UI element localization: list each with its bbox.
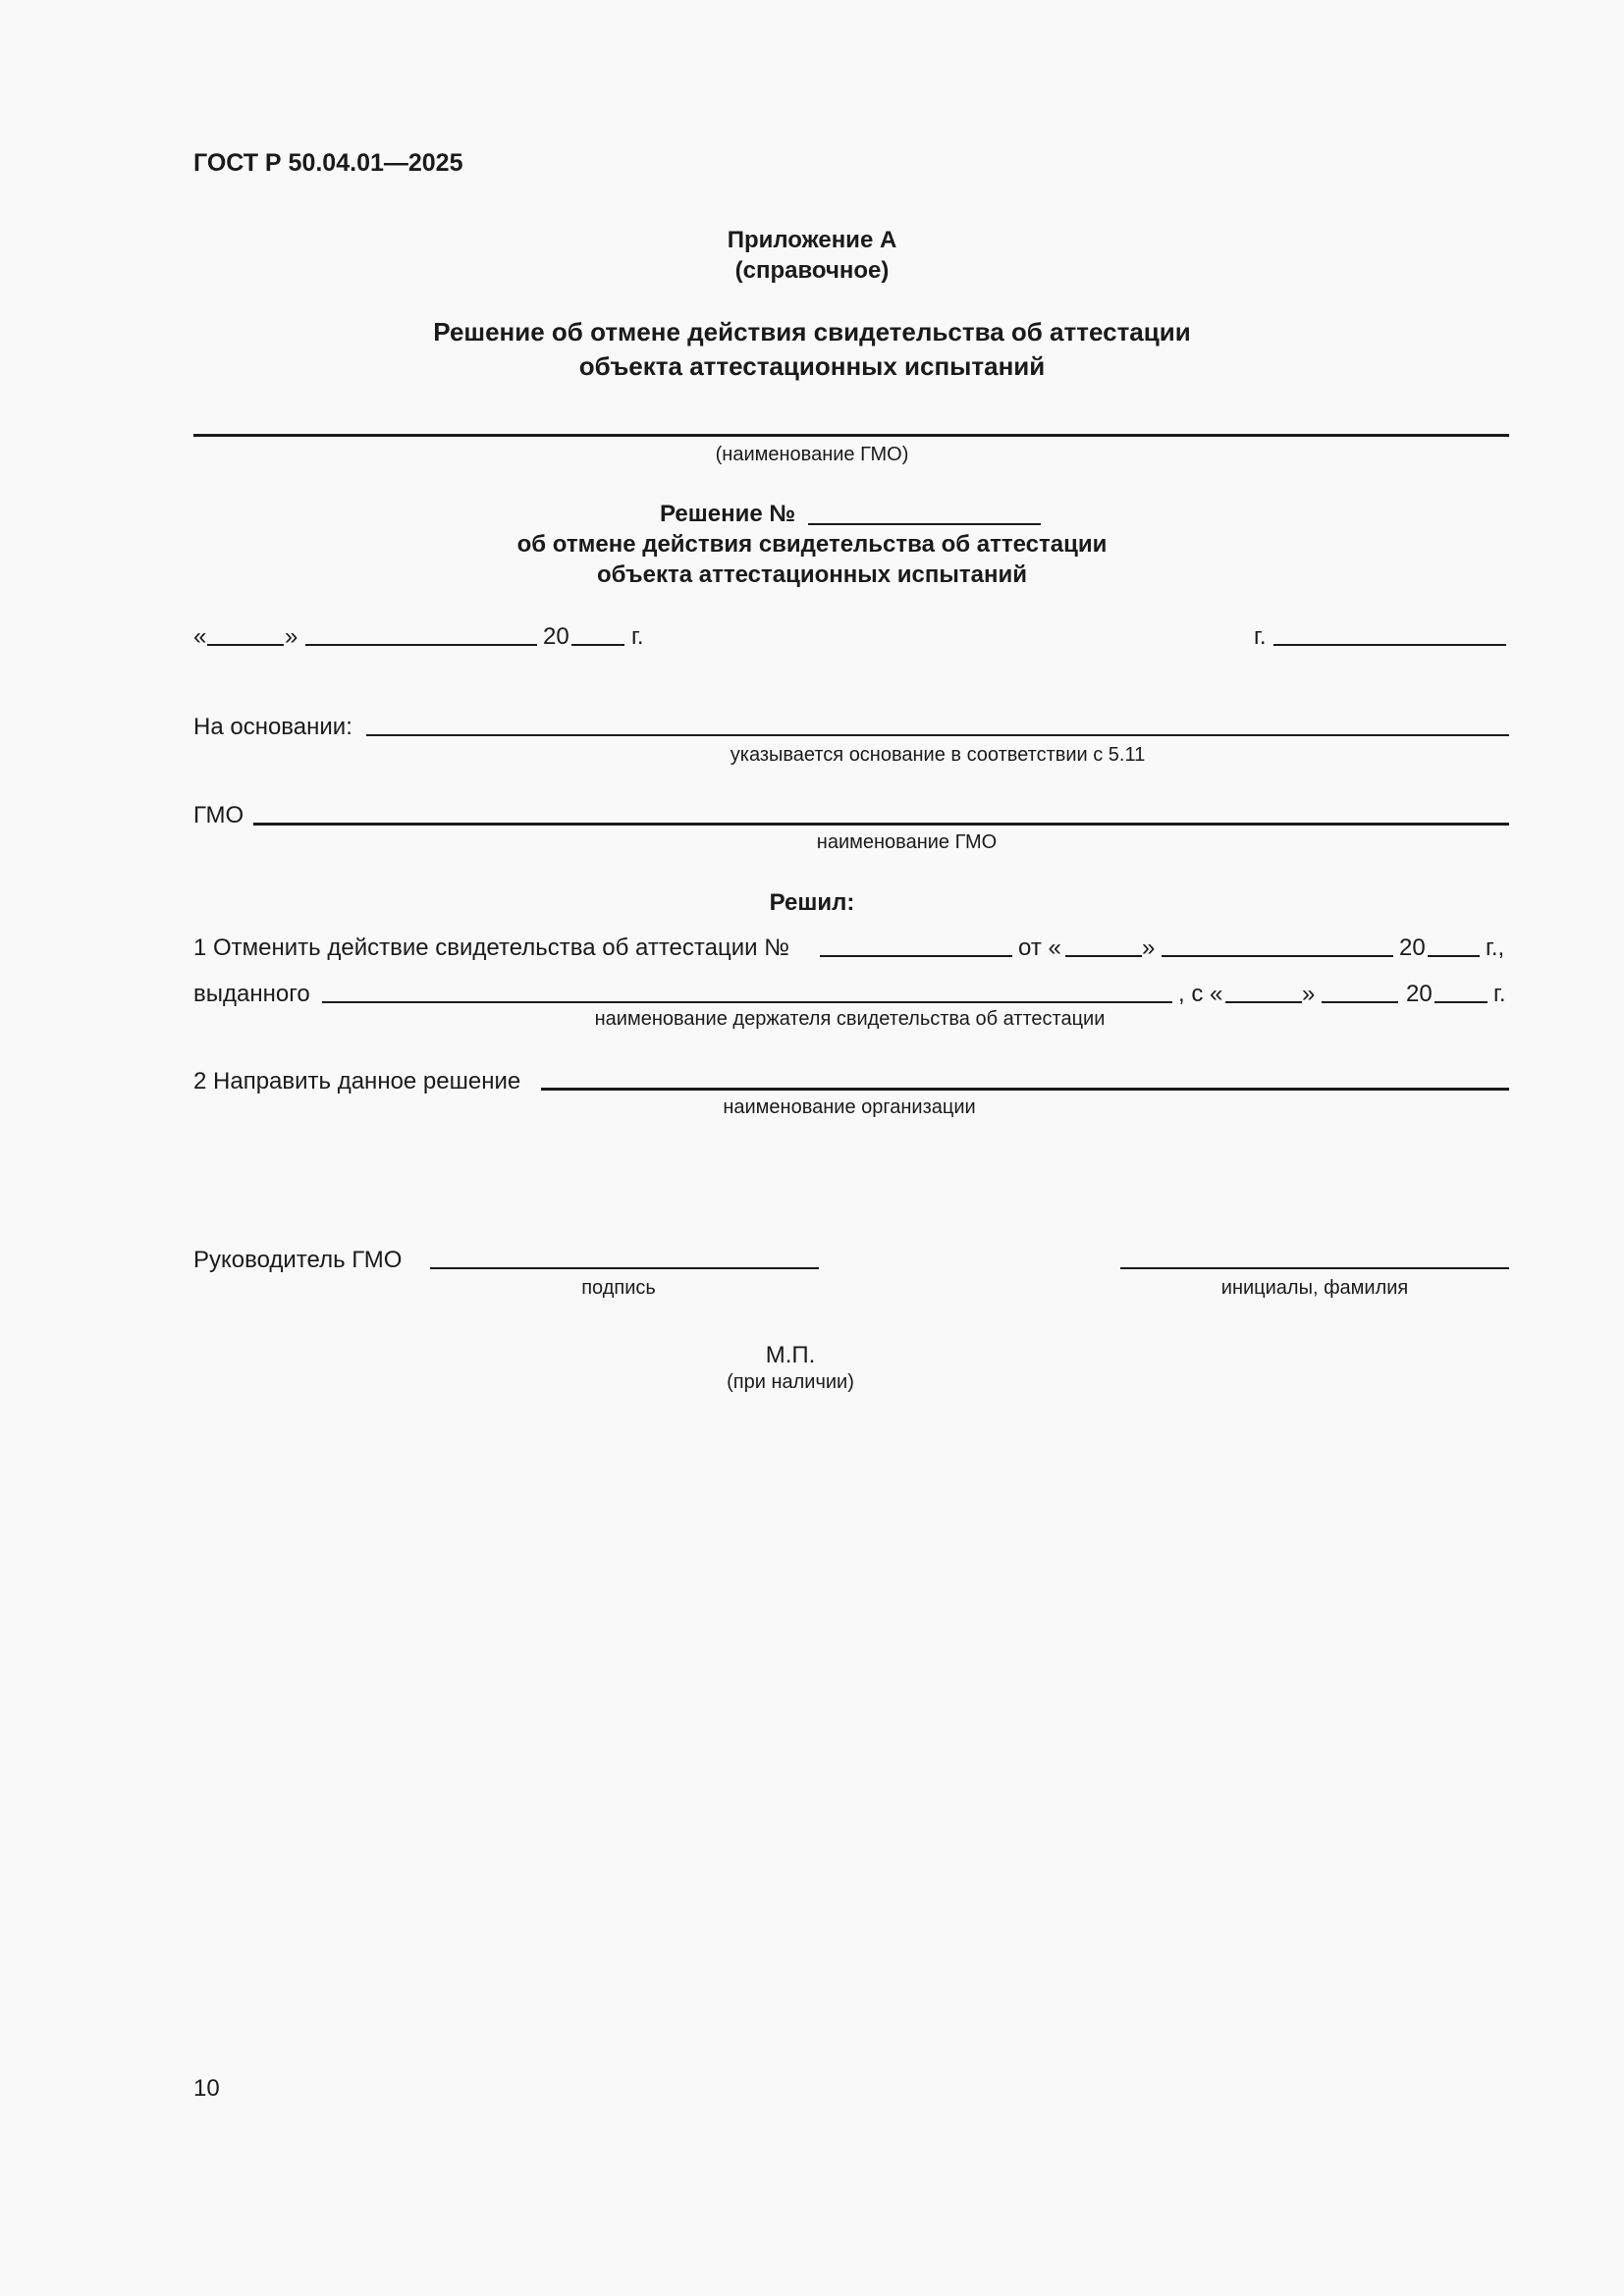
decision-number-line [808,523,1041,525]
item1-day-line [1065,955,1142,957]
item1-holder-caption: наименование держателя свидетельства об аттестации [594,1008,1106,1030]
gmo-name-line [193,434,1509,437]
date-year-prefix: 20 [543,623,569,650]
item1-year-prefix: 20 [1399,934,1426,961]
item2-org-line [541,1088,1509,1091]
name-line [1120,1267,1509,1269]
name-caption: инициалы, фамилия [1220,1277,1409,1299]
date-month-line [305,644,537,646]
date-quote-close: » [285,623,298,650]
signature-caption: подпись [581,1277,656,1299]
item1-year-line [1428,955,1480,957]
resolved-heading: Решил: [769,889,855,916]
item1-month-line [1162,955,1393,957]
item1-from: от « [1018,934,1061,961]
city-prefix: г. [1254,623,1267,650]
item1-quote-close2: » [1302,981,1316,1007]
page-number: 10 [193,2075,220,2102]
item1-cert-number-line [820,955,1012,957]
item1-quote-close: » [1142,934,1156,961]
document-title-line1: Решение об отмене действия свидетельства об аттестации [433,317,1191,347]
document-code: ГОСТ Р 50.04.01—2025 [193,149,463,177]
date-day-line [207,644,284,646]
basis-caption: указывается основание в соответствии с 5.11 [730,744,1146,766]
signature-label: Руководитель ГМО [193,1247,403,1273]
stamp-note: (при наличии) [727,1371,854,1393]
item1-since-year-line [1435,1001,1488,1003]
item1-year-suffix2: г. [1493,981,1506,1007]
gmo-line [253,823,1509,826]
date-year-suffix: г. [631,623,644,650]
date-quote-open: « [193,623,207,650]
item1-since: , с « [1178,981,1223,1007]
item1-text: 1 Отменить действие свидетельства об аттестации № [193,934,789,961]
decision-number-label: Решение № [660,501,796,527]
stamp-label: М.П. [765,1342,816,1368]
basis-line [366,734,1509,736]
item1-year-prefix2: 20 [1406,981,1433,1007]
decision-title-line3: объекта аттестационных испытаний [597,561,1027,588]
gmo-label: ГМО [193,802,244,828]
gmo-name-caption: (наименование ГМО) [715,444,909,465]
appendix-title: Приложение А [727,227,897,253]
document-title-line2: объекта аттестационных испытаний [578,351,1046,381]
gmo-caption: наименование ГМО [816,831,998,853]
signature-line [430,1267,819,1269]
item1-holder-line [322,1001,1172,1003]
decision-title-line2: об отмене действия свидетельства об аттестации [516,531,1108,558]
item2-org-caption: наименование организации [723,1096,976,1118]
item2-text: 2 Направить данное решение [193,1068,521,1095]
basis-label: На основании: [193,714,352,740]
appendix-subtitle: (справочное) [734,257,890,284]
item1-since-month-line [1322,1001,1398,1003]
item1-issued-label: выданного [193,981,310,1007]
date-year-line [571,644,624,646]
city-line [1273,644,1506,646]
item1-year-suffix: г., [1486,934,1505,961]
item1-since-day-line [1225,1001,1302,1003]
